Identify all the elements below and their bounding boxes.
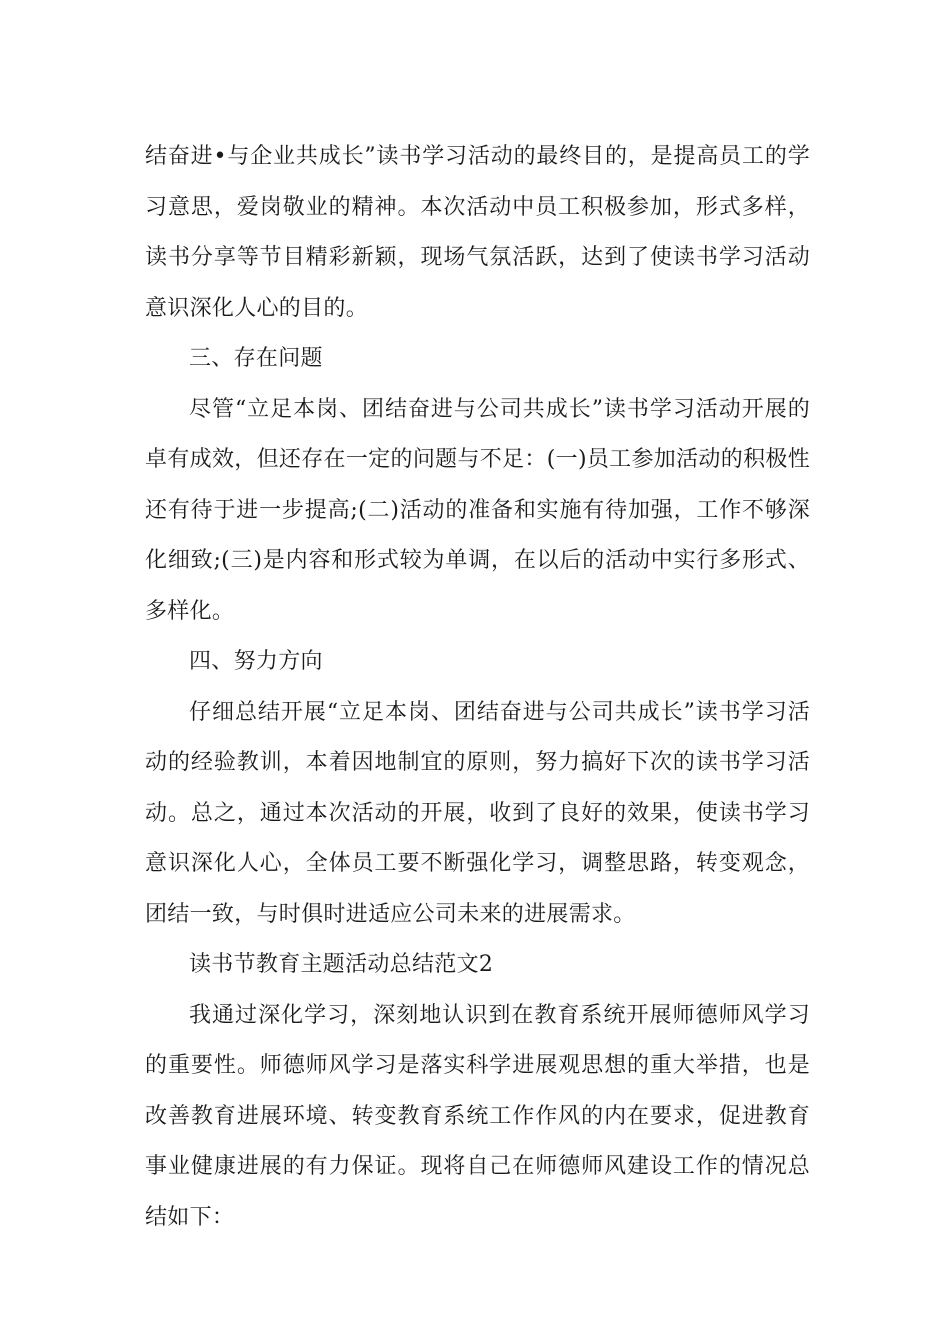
article-title-2: 读书节教育主题活动总结范文2 [189, 952, 494, 977]
section-heading-problems: 三、存在问题 [189, 346, 323, 371]
paragraph-problems: 尽管“立足本岗、团结奋进与公司共成长”读书学习活动开展的卓有成效，但还存在一定的问题与不足：(一)员工参加活动的积极性还有待于进一步提高;(二)活动的准备和实施有待加强，工作不够深化细致;(三)是内容和形式较为单调，在以后的活动中实行多形式、多样化。 [145, 396, 810, 624]
document-body [145, 132, 810, 1243]
paragraph-direction: 仔细总结开展“立足本岗、团结奋进与公司共成长”读书学习活动的经验教训，本着因地制宜的原则，努力搞好下次的读书学习活动。总之，通过本次活动的开展，收到了良好的效果，使读书学习意识深化人心，全体员工要不断强化学习，调整思路，转变观念，团结一致，与时俱时进适应公司未来的进展需求。 [145, 699, 810, 927]
section-heading-direction: 四、努力方向 [189, 649, 323, 674]
paragraph-article-2-intro: 我通过深化学习，深刻地认识到在教育系统开展师德师风学习的重要性。师德师风学习是落实科学进展观思想的重大举措，也是改善教育进展环境、转变教育系统工作作风的内在要求，促进教育事业健康进展的有力保证。现将自己在师德师风建设工作的情况总结如下： [145, 1002, 810, 1230]
paragraph-continuation: 结奋进•与企业共成长”读书学习活动的最终目的，是提高员工的学习意思，爱岗敬业的精神。本次活动中员工积极参加，形式多样，读书分享等节目精彩新颖，现场气氛活跃，达到了使读书学习活动意识深化人心的目的。 [145, 144, 810, 321]
